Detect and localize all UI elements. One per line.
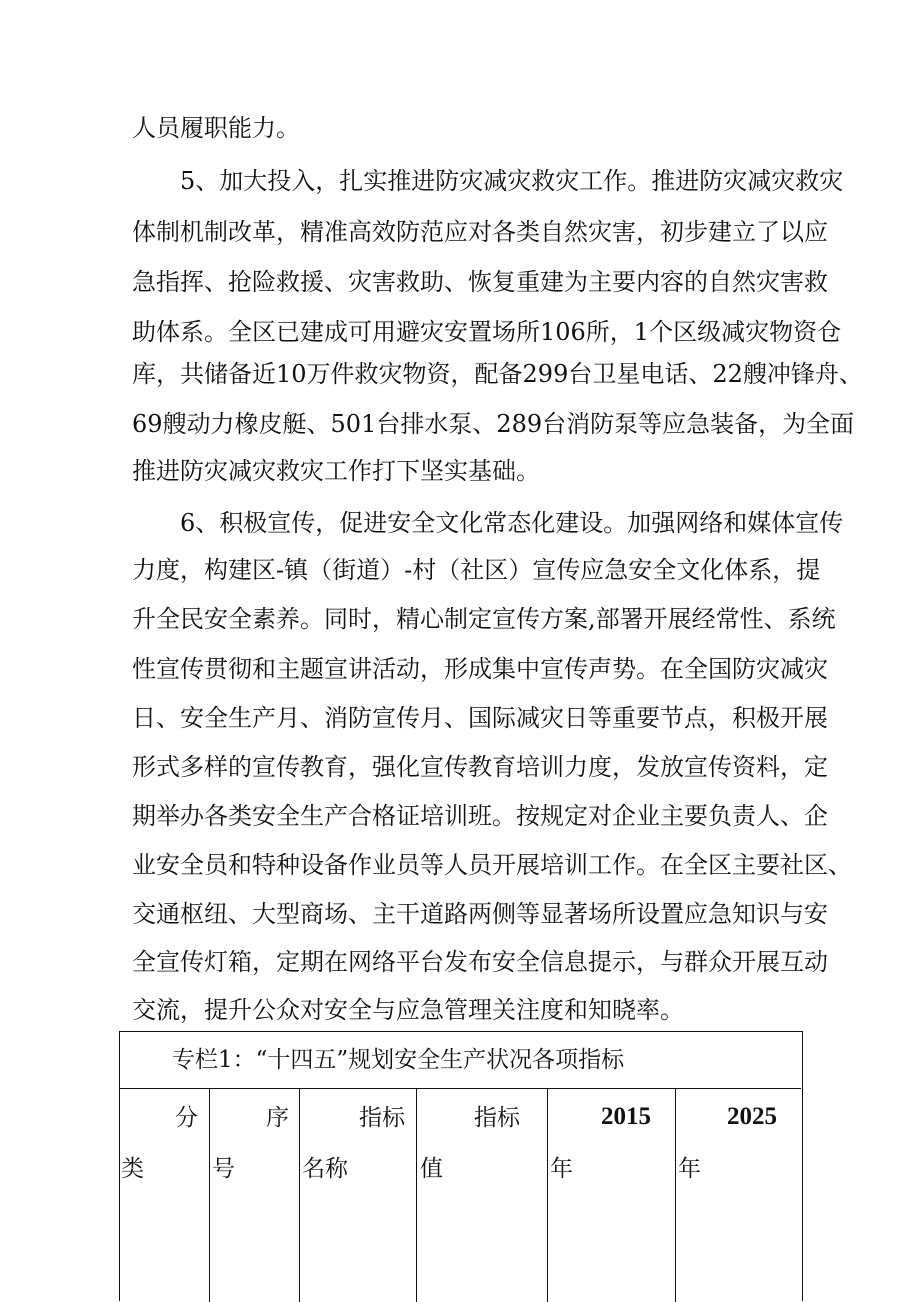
paragraph-6-line-11: 交流，提升公众对安全与应急管理关注度和知晓率。 — [132, 996, 684, 1024]
paragraph-6-line-5: 日、安全生产月、消防宣传月、国际减灾日等重要节点，积极开展 — [132, 704, 828, 732]
header-category-bottom: 类 — [121, 1156, 144, 1182]
paragraph-6-line-7: 期举办各类安全生产合格证培训班。按规定对企业主要负责人、企 — [132, 802, 828, 830]
paragraph-6-line-9: 交通枢纽、大型商场、主干道路两侧等显著场所设置应急知识与安 — [132, 900, 828, 928]
header-serial-bottom: 号 — [212, 1156, 235, 1182]
paragraph-5-line-3: 急指挥、抢险救援、灾害救助、恢复重建为主要内容的自然灾害救 — [132, 268, 828, 296]
header-indicator-name-bottom: 名称 — [302, 1156, 348, 1182]
paragraph-6-line-4: 性宣传贯彻和主题宣讲活动，形成集中宣传声势。在全国防灾减灾 — [132, 655, 828, 683]
paragraph-6-line-10: 全宣传灯箱，定期在网络平台发布安全信息提示，与群众开展互动 — [132, 948, 828, 976]
header-category-top: 分 — [175, 1105, 198, 1131]
header-indicator-value-bottom: 值 — [420, 1156, 443, 1182]
header-indicator-name-top: 指标 — [359, 1105, 405, 1131]
header-2025-bottom: 年 — [678, 1156, 701, 1182]
indicator-table — [119, 1031, 803, 1301]
paragraph-5-line-1: 5、加大投入，扎实推进防灾减灾救灾工作。推进防灾减灾救灾 — [180, 167, 844, 195]
header-2015-bottom: 年 — [550, 1156, 573, 1182]
header-2025-top: 2025 — [727, 1103, 777, 1130]
paragraph-6-line-2: 力度，构建区-镇（街道）-村（社区）宣传应急安全文化体系，提 — [132, 556, 821, 584]
paragraph-line: 人员履职能力。 — [132, 114, 300, 142]
header-2015-top: 2015 — [601, 1103, 651, 1130]
table-caption-row — [120, 1032, 801, 1089]
paragraph-5-line-6: 69艘动力橡皮艇、501台排水泵、289台消防泵等应急装备，为全面 — [132, 410, 855, 438]
paragraph-5-line-7: 推进防灾减灾救灾工作打下坚实基础。 — [132, 457, 540, 485]
paragraph-5-line-4: 助体系。全区已建成可用避灾安置场所106所，1个区级减灾物资仓 — [132, 318, 842, 346]
paragraph-6-line-3: 升全民安全素养。同时，精心制定宣传方案,部署开展经常性、系统 — [132, 605, 836, 633]
paragraph-6-line-6: 形式多样的宣传教育，强化宣传教育培训力度，发放宣传资料，定 — [132, 753, 828, 781]
paragraph-6-line-1: 6、积极宣传，促进安全文化常态化建设。加强网络和媒体宣传 — [180, 509, 844, 537]
header-indicator-value-top: 指标 — [474, 1105, 520, 1131]
paragraph-5-line-2: 体制机制改革，精准高效防范应对各类自然灾害，初步建立了以应 — [132, 218, 828, 246]
header-serial-top: 序 — [266, 1105, 289, 1131]
table-caption: 专栏1：“十四五”规划安全生产状况各项指标 — [172, 1047, 625, 1073]
paragraph-6-line-8: 业安全员和特种设备作业员等人员开展培训工作。在全区主要社区、 — [132, 851, 852, 879]
paragraph-5-line-5: 库，共储备近10万件救灾物资，配备299台卫星电话、22艘冲锋舟、 — [132, 360, 863, 388]
